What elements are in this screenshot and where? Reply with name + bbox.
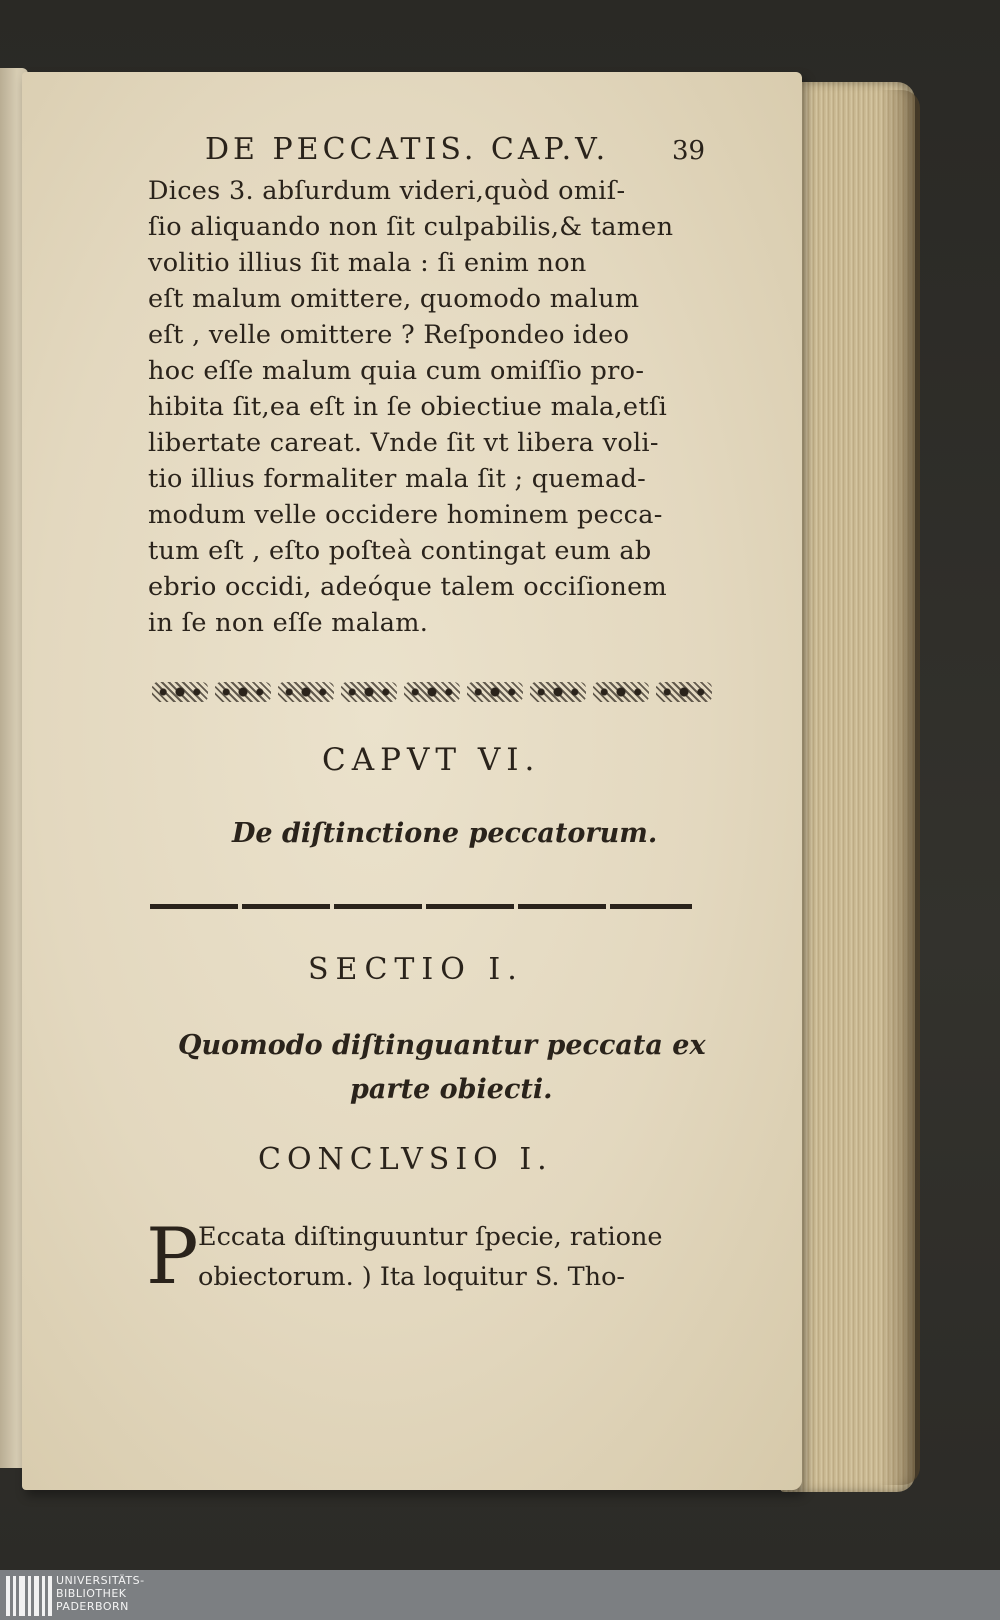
body-line: tum eſt , eſto poſteà contingat eum ab [148, 536, 652, 566]
section-heading: SECTIO I. [308, 952, 524, 987]
drop-cap: P [146, 1212, 199, 1302]
body-line: ſio aliquando non ſit culpabilis,& tamen [148, 212, 674, 242]
ornament-icon [530, 682, 586, 702]
page-number: 39 [672, 136, 706, 166]
library-name-line: UNIVERSITÄTS- [56, 1574, 145, 1587]
ornament-icon [215, 682, 271, 702]
ornament-icon [467, 682, 523, 702]
body-line: tio illius formaliter mala ſit ; quemad- [148, 464, 647, 494]
chapter-heading: CAPVT VI. [322, 742, 541, 778]
conclusio-heading: CONCLVSIO I. [258, 1142, 553, 1177]
ornament-icon [341, 682, 397, 702]
body-line: hoc eſſe malum quia cum omiſſio pro- [148, 356, 645, 386]
chapter-subtitle: De diſtinctione peccatorum. [232, 818, 658, 849]
body-line: eſt malum omittere, quomodo malum [148, 284, 640, 314]
body-line: Dices 3. abſurdum videri,quòd omiſ- [148, 176, 626, 206]
ornament-icon [278, 682, 334, 702]
ornament-icon [656, 682, 712, 702]
library-name-line: BIBLIOTHEK [56, 1587, 127, 1600]
ornament-icon [152, 682, 208, 702]
footer-bar [0, 1570, 1000, 1620]
running-head: DE PECCATIS. CAP.V. [205, 132, 610, 167]
paragraph-line: Eccata diſtinguuntur ſpecie, ratione [198, 1222, 663, 1252]
body-line: volitio illius ſit mala : ſi enim non [148, 248, 587, 278]
section-subtitle-line: parte obiecti. [350, 1074, 553, 1105]
book-edge-shadow [880, 90, 920, 1485]
body-line: hibita ſit,ea eſt in ſe obiectiue mala,etſi [148, 392, 668, 422]
ornament-icon [593, 682, 649, 702]
section-subtitle-line: Quomodo diſtinguantur peccata ex [178, 1030, 706, 1061]
library-name-line: PADERBORN [56, 1600, 129, 1613]
body-line: ebrio occidi, adeóque talem occiſionem [148, 572, 667, 602]
section-rule [150, 904, 692, 909]
library-logo-icon [6, 1576, 52, 1616]
body-line: libertate careat. Vnde ſit vt libera voli- [148, 428, 659, 458]
printers-ornament-band [152, 676, 712, 708]
body-line: eſt , velle omittere ? Reſpondeo ideo [148, 320, 630, 350]
ornament-icon [404, 682, 460, 702]
paragraph-line: obiectorum. ) Ita loquitur S. Tho- [198, 1262, 626, 1292]
body-line: modum velle occidere hominem pecca- [148, 500, 663, 530]
body-line: in ſe non eſſe malam. [148, 608, 429, 638]
